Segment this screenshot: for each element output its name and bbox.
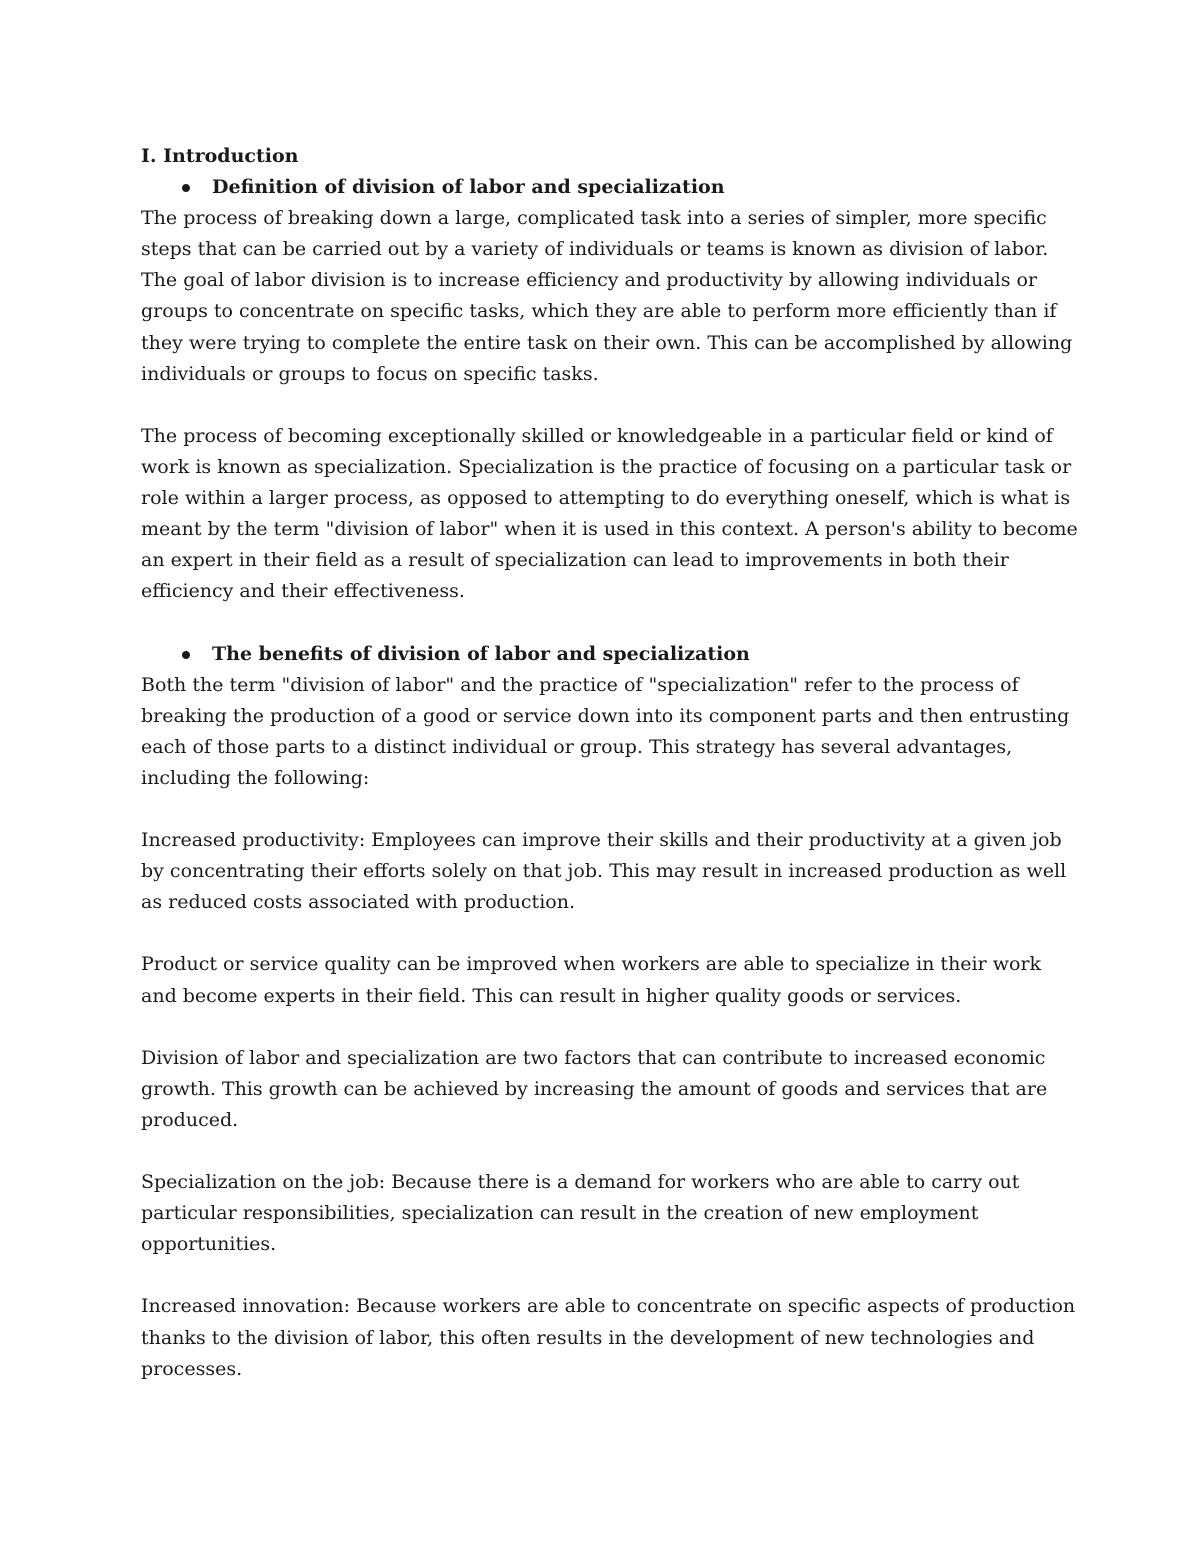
bullet-heading-label: The benefits of division of labor and specialization [212,642,750,665]
bullet-icon [182,184,190,192]
paragraph-job-specialization: Specialization on the job: Because there is a demand for workers who are able to carry out particular responsibilities, specialization can result in the creation of new employment opportunities. [141,1171,1020,1256]
paragraph-quality: Product or service quality can be improved when workers are able to specialize in their work and become experts in their field. This can result in higher quality goods or services. [141,953,1042,1007]
section-title: I. Introduction [141,145,299,167]
paragraph-spacer [141,918,1081,949]
paragraph-definition-specialization: The process of becoming exceptionally skilled or knowledgeable in a particular field or kind of work is known as specialization. Specialization is the practice of focusing on a particular task or role within a larger process, as opposed to attempting to do everything oneself, which is what is meant by the term "division of labor" when it is used in this context. A person's ability to become an expert in their field as a result of specialization can lead to improvements in both their efficiency and their effectiveness. [141,424,1078,603]
paragraph-definition-labor: The process of breaking down a large, complicated task into a series of simpler, more specific steps that can be carried out by a variety of individuals or teams is known as division of labor. The goal of labor division is to increase efficiency and productivity by allowing individuals or groups to concentrate on specific tasks, which they are able to perform more efficiently than if they were trying to complete the entire task on their own. This can be accomplished by allowing individuals or groups to focus on specific tasks. [141,207,1073,385]
bullet-heading-label: Definition of division of labor and specialization [212,176,725,199]
paragraph-spacer [141,390,1081,421]
paragraph-economic-growth: Division of labor and specialization are two factors that can contribute to increased economic growth. This growth can be achieved by increasing the amount of goods and services that are produced. [141,1046,1048,1131]
paragraph-spacer [141,1260,1081,1291]
paragraph-increased-productivity: Increased productivity: Employees can improve their skills and their productivity at a given job by concentrating their efforts solely on that job. This may result in increased production as well as reduced costs associated with production. [141,829,1067,914]
paragraph-spacer [141,794,1081,825]
bullet-icon [182,651,190,659]
document-page [141,141,1081,1385]
bullet-heading-definition [141,172,1081,203]
paragraph-innovation: Increased innovation: Because workers are able to concentrate on specific aspects of production thanks to the division of labor, this often results in the development of new technologies and processes. [141,1295,1076,1380]
paragraph-spacer [141,1012,1081,1043]
paragraph-benefits-intro: Both the term "division of labor" and the practice of "specialization" refer to the process of breaking the production of a good or service down into its component parts and then entrusting each of those parts to a distinct individual or group. This strategy has several advantages, including the following: [141,673,1070,789]
paragraph-spacer [141,607,1081,638]
bullet-heading-benefits [141,639,1081,670]
paragraph-spacer [141,1136,1081,1167]
